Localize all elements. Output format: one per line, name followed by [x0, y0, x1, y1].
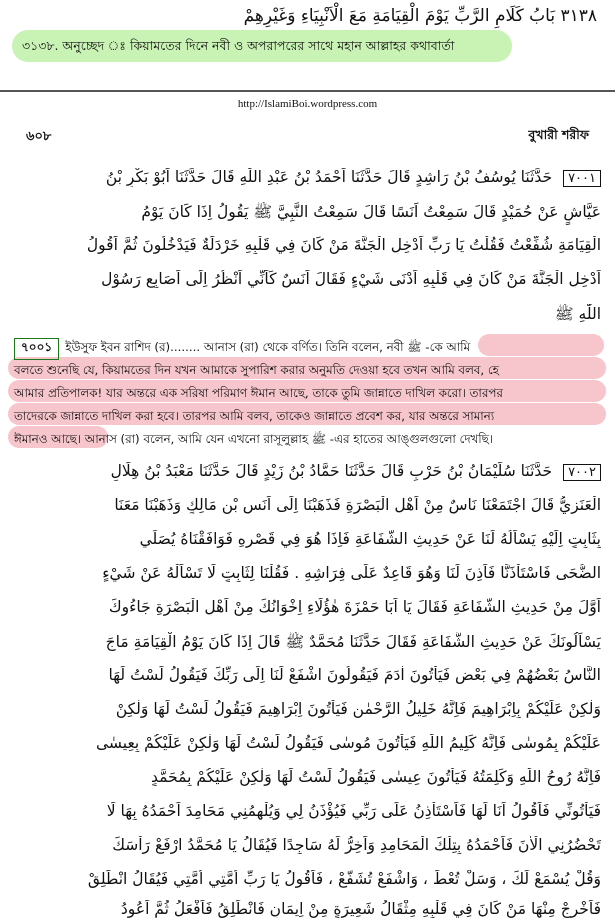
- chapter-title: ٣١٣٨ بَابُ كَلَامِ الرَّبِّ يَوْمَ الْقِيَامَةِ مَعَ الْاَنْبِيَاءِ وَغَيْرِهِمْ: [243, 6, 597, 26]
- hadith-2-line: وَلٰكِنْ عَلَيْكُمْ بِاِبْرَاهِيمَ فَاِنَّهُ خَلِيلُ الرَّحْمٰنِ فَيَاْتُونَ اِبْرَاهِيمَ فَيَقُولُ لَسْتُ لَهَا وَلٰكِنْ: [115, 700, 601, 718]
- translation-text: ইউসুফ ইবন রাশিদ (র)........ আনাস (রা) থেকে বর্ণিত। তিনি বলেন, নবী ﷺ -কে আমি: [65, 340, 471, 354]
- hadith-2-line: تَحْضُرُنِي الْاٰنَ فَاَحْمَدُهُ بِتِلْكَ الْمَحَامِدِ وَاَخِرُّ لَهُ سَاجِدًا فَيُقَالُ يَا مُحَمَّدُ ارْفَعْ رَاْسَكَ: [112, 836, 601, 854]
- hadith-1-line: اَدْخِلِ الْجَنَّةَ مَنْ كَانَ فِي قَلْبِهِ اَدْنَى شَيْءٍ فَقَالَ اَنَسٌ كَاَنِّي اَنْظُرُ اِلَى اَصَابِعِ رَسُوْلِ: [101, 270, 601, 288]
- hadith-2-line: يَسْاَلُونَكَ عَنْ حَدِيثِ الشَّفَاعَةِ فَقَالَ حَدَّثَنَا مُحَمَّدٌ ﷺ قَالَ اِذَا كَانَ يَوْمُ الْقِيَامَةِ مَاجَ: [105, 633, 601, 651]
- hadith-2-line: عَلَيْكُمْ بِمُوسٰى فَاِنَّهُ كَلِيمُ اللّٰهِ فَيَاْتُونَ مُوسٰى فَيَقُولُ لَسْتُ لَهَا وَلٰكِنْ عَلَيْكُمْ بِعِيسٰى: [96, 734, 601, 752]
- hadith-1-number: ٧٠٠١: [563, 170, 601, 187]
- hadith-2-line: فَيَاْتُونِّي فَاَقُولُ اَنَا لَهَا فَاَسْتَاْذِنُ عَلَى رَبِّي فَيُؤْذَنُ لِي وَيُلْهِمُنِي مَحَامِدَ اَحْمَدُهُ بِهَا لَا: [106, 802, 601, 820]
- translation-line: ঈমানও আছে। আনাস (রা) বলেন, আমি যেন এখনো রাসূলুল্লাহ ﷺ -এর হাতের আঙ্গুলগুলো দেখছি।: [14, 432, 494, 446]
- translation-line: [14, 338, 470, 360]
- hadith-2-line: فَاِنَّهُ رُوحُ اللّٰهِ وَكَلِمَتُهُ فَيَاْتُونَ عِيسٰى فَيَقُولُ لَسْتُ لَهَا وَلٰكِنْ عَلَيْكُمْ بِمُحَمَّدٍ: [151, 768, 601, 786]
- hadith-2-line: [11, 462, 601, 481]
- hadith-2-line: النَّاسُ بَعْضُهُمْ فِي بَعْضٍ فَيَاْتُونَ اٰدَمَ فَيَقُولُونَ اشْفَعْ لَنَا اِلَى رَبِّكَ فَيَقُولُ لَسْتُ لَهَا: [108, 666, 601, 684]
- hadith-2-line: الْعَنَزِيُّ قَالَ اجْتَمَعْنَا نَاسٌ مِنْ اَهْلِ الْبَصْرَةِ فَذَهَبْنَا اِلَى اَنَسِ بْنِ مَالِكٍ وَذَهَبْنَا مَعَنَا: [114, 496, 601, 514]
- hadith-1-line: الْقِيَامَةِ شُفِّعْتُ فَقُلْتُ يَا رَبِّ اَدْخِلِ الْجَنَّةَ مَنْ كَانَ فِي قَلْبِهِ خَرْدَلَةٌ فَيَدْخُلُونَ ثُمَّ اَقُولُ: [86, 236, 601, 254]
- hadith-2-text: حَدَّثَنَا سُلَيْمَانُ بْنُ حَرْبٍ قَالَ حَدَّثَنَا حَمَّادُ بْنُ زَيْدٍ قَالَ حَدَّثَنَا مَعْبَدُ بْنُ هِلَالٍ: [110, 462, 553, 480]
- translation-line: আমার প্রতিপালক! যার অন্তরে এক সরিষা পরিমাণ ঈমান আছে, তাকে তুমি জান্নাতে দাখিল করো। তারপর: [14, 386, 503, 400]
- hadith-2-line: وَقُلْ يُسْمَعْ لَكَ ، وَسَلْ تُعْطَ ، وَاشْفَعْ تُشَفَّعْ ، فَاَقُولُ يَا رَبِّ اُمَّتِي اُمَّتِي فَيُقَالُ انْطَلِقْ: [87, 870, 601, 888]
- hadith-2-number: ٧٠٠٢: [563, 464, 601, 481]
- translation-line: তাদেরকে জান্নাতে দাখিল করা হবে। তারপর আমি বলব, তাকেও জান্নাতে প্রবেশ কর, যার অন্তরে সামান্য: [14, 409, 495, 423]
- highlight: [478, 334, 604, 356]
- site-url[interactable]: http://IslamiBoi.wordpress.com: [237, 98, 378, 110]
- page-number: ৬০৮: [26, 129, 52, 144]
- hadith-1-line: [11, 168, 601, 187]
- hadith-2-line: فَاَخْرِجْ مِنْهَا مَنْ كَانَ فِي قَلْبِهِ مِثْقَالُ شَعِيرَةٍ مِنْ اِيمَانٍ فَانْطَلِقُ فَاَفْعَلُ ثُمَّ اَعُودُ: [120, 900, 601, 918]
- hadith-2-line: اَوَّلَ مِنْ حَدِيثِ الشَّفَاعَةِ فَقَالَ يَا اَبَا حَمْزَةَ هٰؤُلَاءِ اِخْوَانُكَ مِنْ اَهْلِ الْبَصْرَةِ جَاءُوكَ: [108, 598, 601, 616]
- hadith-1-line: اللّٰهِ ﷺ: [554, 305, 601, 323]
- book-title: বুখারী শরীফ: [528, 127, 589, 142]
- hadith-2-line: الضُّحَى فَاسْتَاْذَنَّا فَاَذِنَ لَنَا وَهُوَ قَاعِدٌ عَلَى فِرَاشِهِ . فَقُلْنَا لِثَابِتٍ لَا تَسْاَلْهُ عَنْ شَيْءٍ: [102, 564, 601, 582]
- chapter-translation: ৩১৩৮. অনুচ্ছেদ ঃ কিয়ামতের দিনে নবী ও অপরাপরের সাথে মহান আল্লাহর কথাবার্তা: [22, 38, 455, 53]
- translation-number: ৭০০১: [14, 338, 59, 360]
- hadith-1-text: حَدَّثَنَا يُوسُفُ بْنُ رَاشِدٍ قَالَ حَدَّثَنَا اَحْمَدُ بْنُ عَبْدِ اللّٰهِ قَالَ حَدَّثَنَا اَبُوْ بَكْرِ بْنُ: [105, 168, 553, 186]
- translation-line: বলতে শুনেছি যে, কিয়ামতের দিন যখন আমাকে সুপারিশ করার অনুমতি দেওয়া হবে তখন আমি বলব, হে: [14, 363, 499, 377]
- hadith-1-line: عَيَّاشٍ عَنْ حُمَيْدٍ قَالَ سَمِعْتُ اَنَسًا قَالَ سَمِعْتُ النَّبِيَّ ﷺ يَقُولُ اِذَا كَانَ يَوْمُ: [141, 203, 601, 221]
- page-separator: [0, 90, 615, 92]
- hadith-2-line: بِثَابِتٍ اِلَيْهِ يَسْاَلُهُ لَنَا عَنْ حَدِيثِ الشَّفَاعَةِ فَاِذَا هُوَ فِي قَصْرِهِ فَوَافَقْنَاهُ يُصَلِّي: [139, 530, 601, 548]
